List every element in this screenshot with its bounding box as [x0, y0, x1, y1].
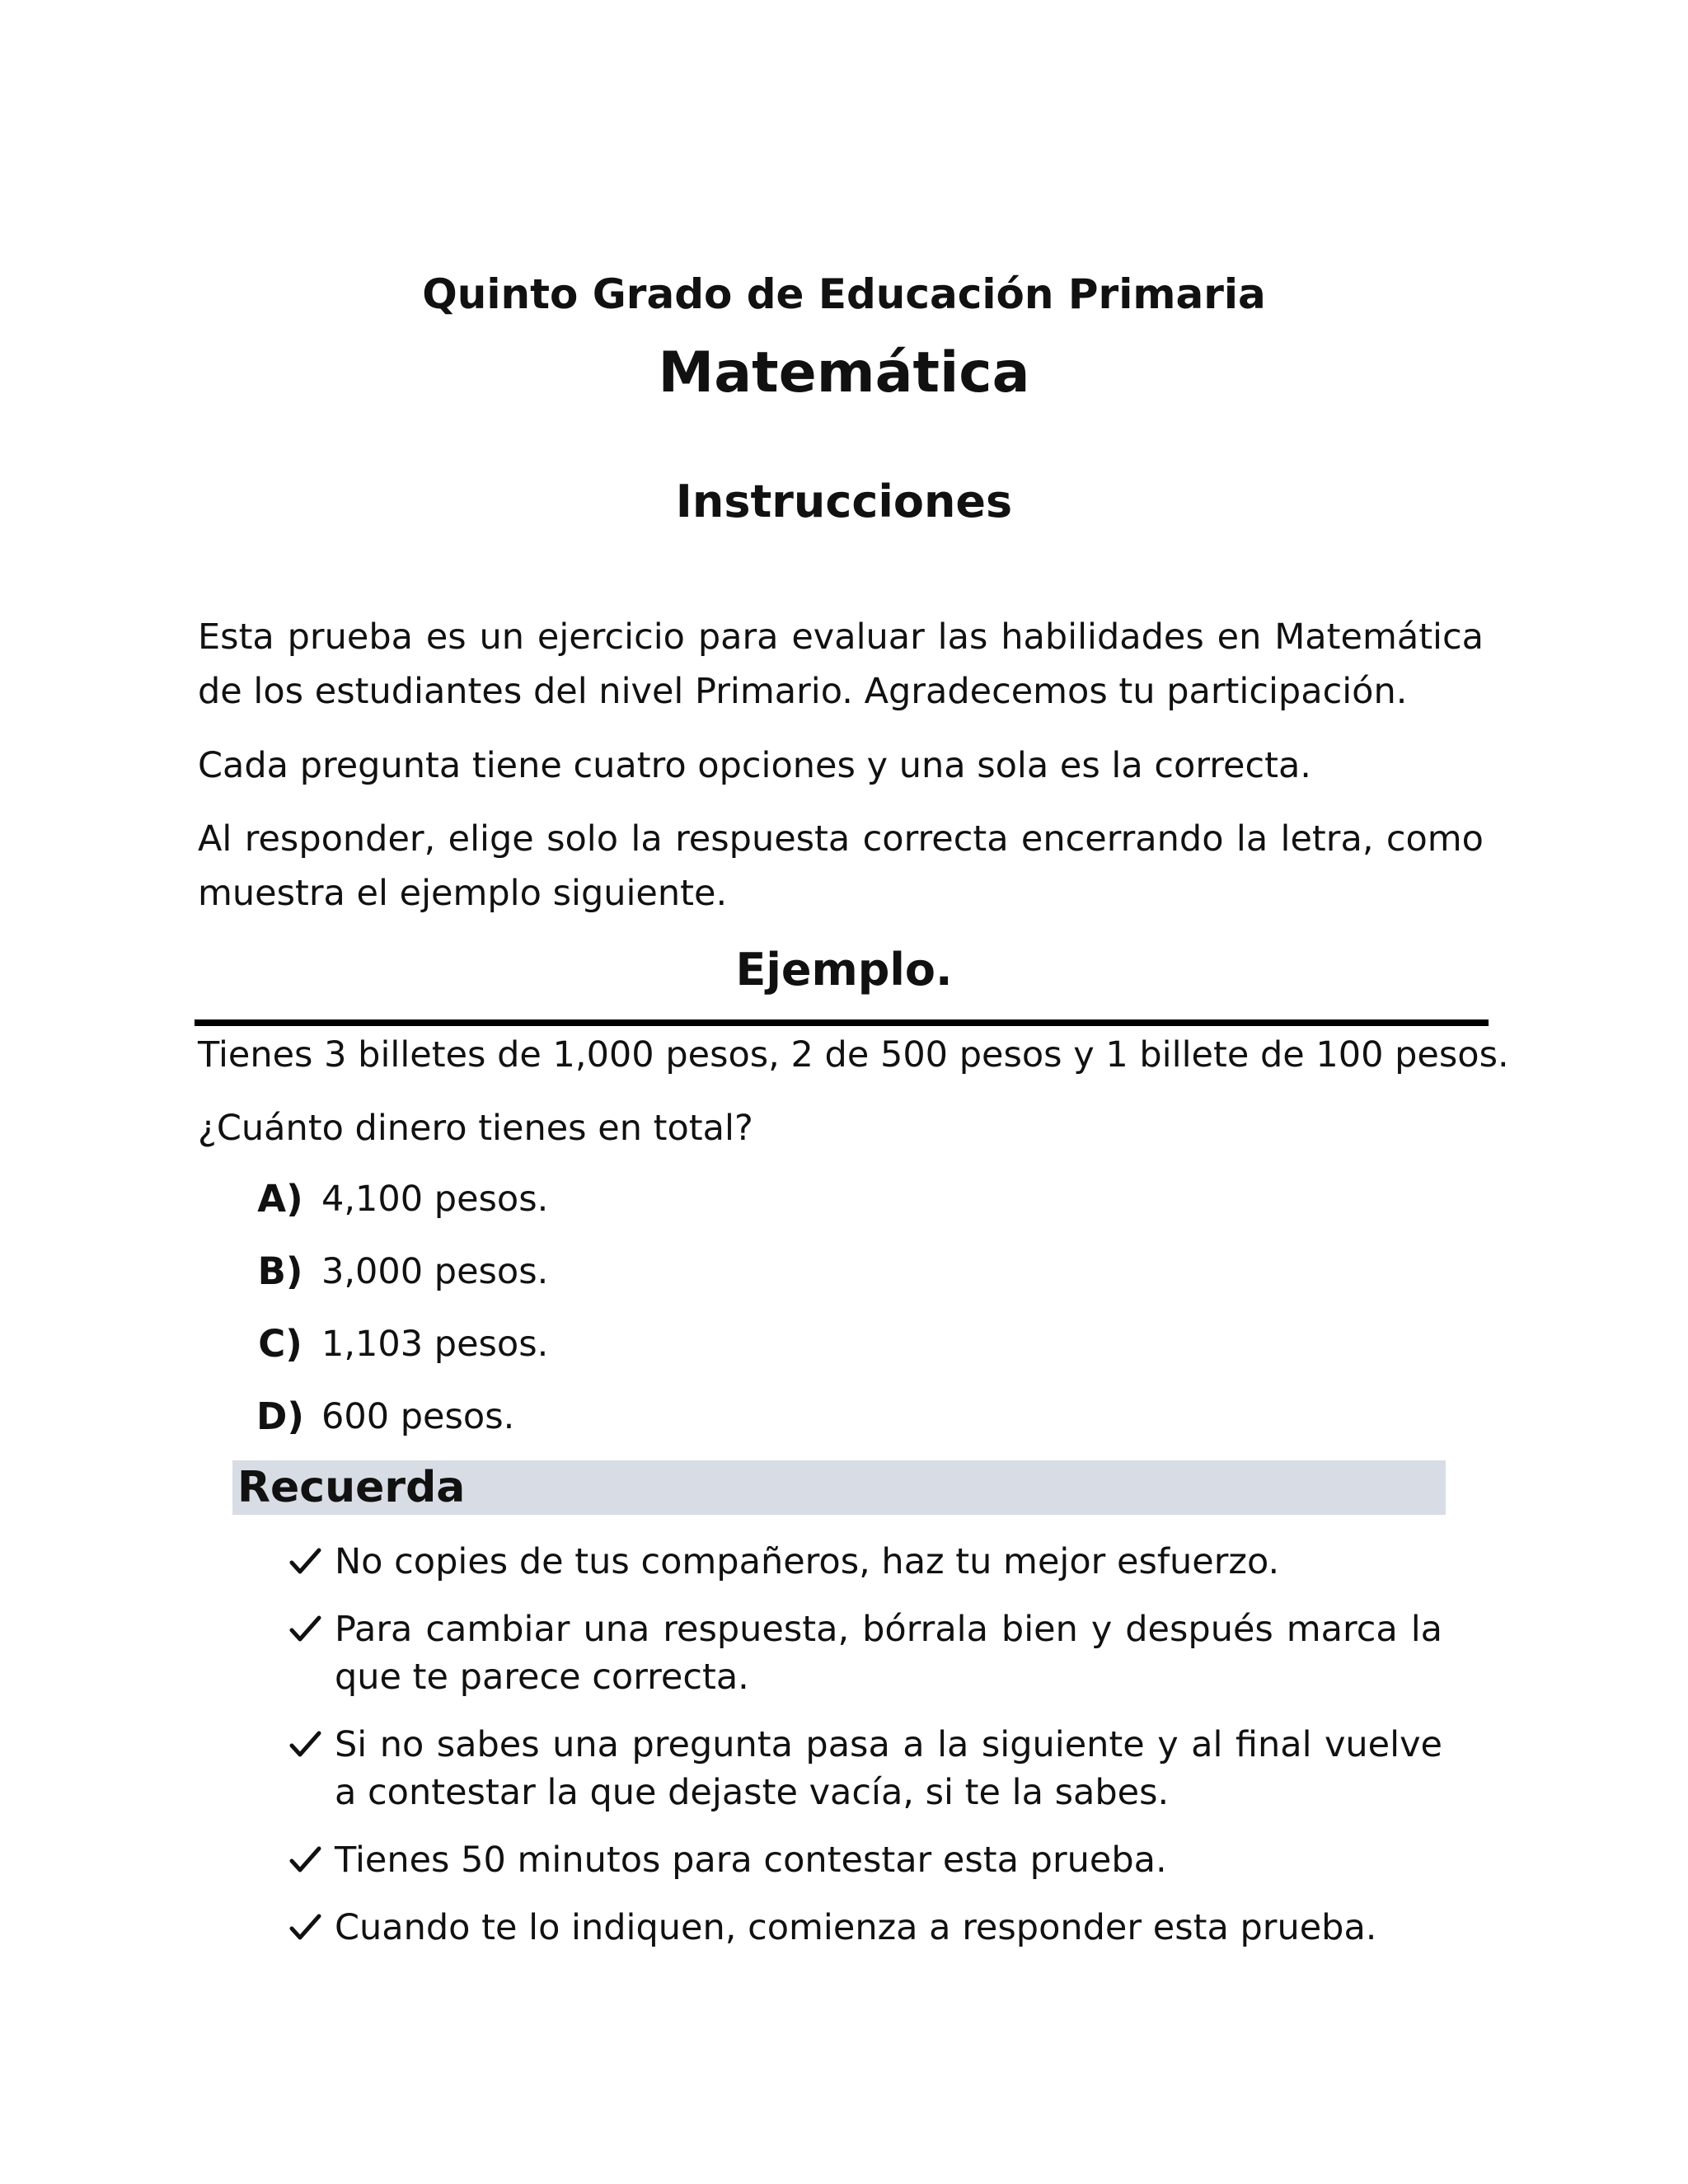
- remember-item-text: No copies de tus compañeros, haz tu mejor esfuerzo.: [335, 1541, 1280, 1582]
- option-text-d: 600 pesos.: [321, 1396, 515, 1437]
- instructions-paragraph-1: Esta prueba es un ejercicio para evaluar las habilidades en Matemática de los estudiantes del nivel Primario. Agradecemos tu participación.: [198, 616, 1484, 712]
- option-text-b: 3,000 pesos.: [321, 1251, 549, 1292]
- checkmark-icon: [288, 1721, 335, 1769]
- instructions-paragraph-3: Al responder, elige solo la respuesta correcta encerrando la letra, como muestra el ejemplo siguiente.: [198, 818, 1484, 914]
- remember-item-text: Tienes 50 minutos para contestar esta prueba.: [335, 1840, 1167, 1881]
- example-option-c[interactable]: [239, 1315, 548, 1373]
- example-option-a[interactable]: [239, 1170, 548, 1228]
- example-question-prompt: ¿Cuánto dinero tienes en total?: [198, 1108, 753, 1149]
- subject-title: Matemática: [658, 340, 1030, 405]
- option-letter-c[interactable]: C): [258, 1322, 302, 1366]
- option-text-a: 4,100 pesos.: [321, 1179, 549, 1220]
- remember-item-3: [288, 1721, 1442, 1816]
- option-text-c: 1,103 pesos.: [321, 1324, 549, 1365]
- example-divider: [195, 1019, 1489, 1026]
- checkmark-icon: [288, 1904, 335, 1952]
- example-heading: Ejemplo.: [735, 944, 953, 996]
- option-letter-a-circled[interactable]: A): [239, 1170, 321, 1228]
- option-letter-b[interactable]: B): [257, 1249, 303, 1293]
- remember-item-1: [288, 1538, 1442, 1586]
- remember-item-2: [288, 1605, 1442, 1701]
- example-question-stem: Tienes 3 billetes de 1,000 pesos, 2 de 500 pesos y 1 billete de 100 pesos.: [198, 1034, 1509, 1076]
- instructions-heading: Instrucciones: [675, 476, 1013, 527]
- option-letter-d[interactable]: D): [256, 1394, 304, 1438]
- checkmark-icon: [288, 1605, 335, 1653]
- checkmark-icon: [288, 1836, 335, 1884]
- example-option-b[interactable]: [239, 1243, 548, 1301]
- remember-heading: Recuerda: [237, 1463, 466, 1512]
- instructions-paragraph-2: Cada pregunta tiene cuatro opciones y una sola es la correcta.: [198, 745, 1311, 786]
- grade-title: Quinto Grado de Educación Primaria: [422, 270, 1266, 318]
- remember-item-5: [288, 1904, 1442, 1952]
- remember-item-4: [288, 1836, 1442, 1884]
- remember-item-text: Cuando te lo indiquen, comienza a responder esta prueba.: [335, 1907, 1377, 1948]
- checkmark-icon: [288, 1538, 335, 1586]
- example-option-d[interactable]: [239, 1388, 514, 1446]
- remember-item-text: Si no sabes una pregunta pasa a la siguiente y al final vuelve a contestar la que dejaste vacía, si te la sabes.: [335, 1724, 1442, 1813]
- remember-item-text: Para cambiar una respuesta, bórrala bien y después marca la que te parece correcta.: [335, 1609, 1442, 1698]
